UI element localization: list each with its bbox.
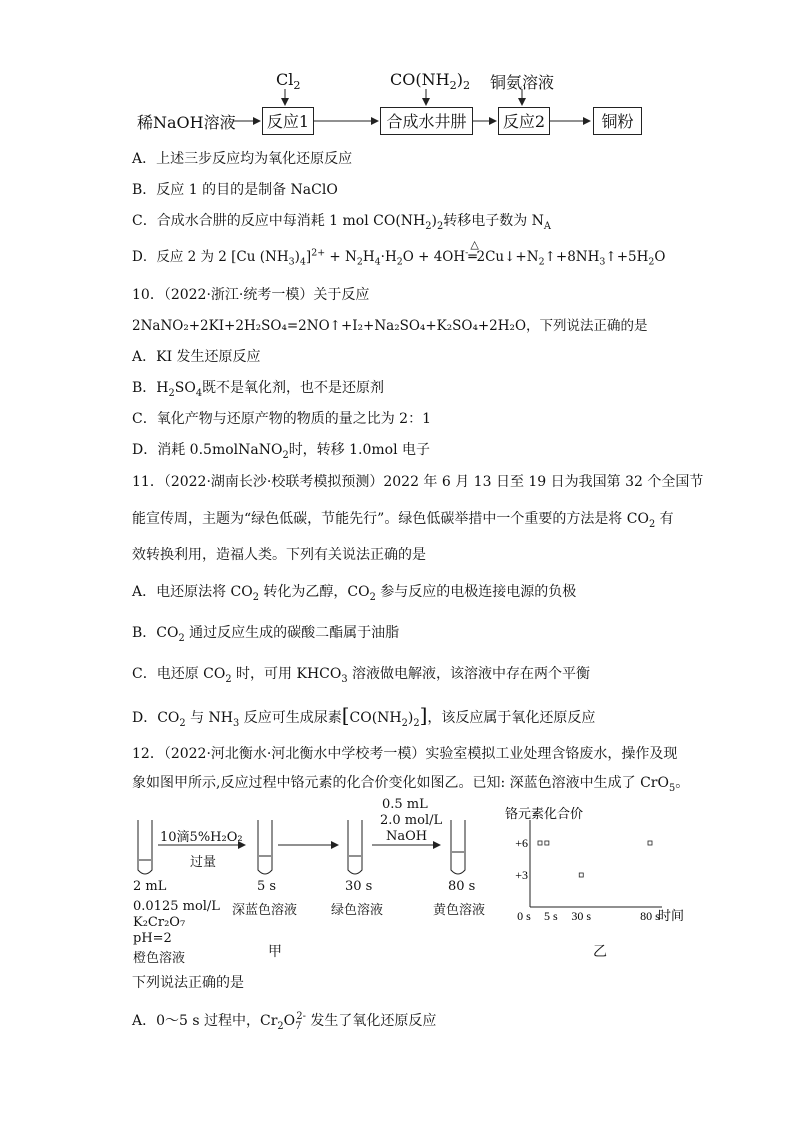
flow-start-label: 稀NaOH溶液: [137, 113, 236, 132]
q11-option-d: D．$CO_2$ 与 $NH_3$ 反应可生成尿素$[CO(NH_2)_2]$，该反应属于氧化还原反应: [132, 703, 596, 729]
q12-stem-line2: 象如图甲所示,反应过程中铬元素的化合价变化如图乙。已知: 深蓝色溶液中生成了 CrO$_5$。: [132, 775, 690, 794]
y-axis-label: 铬元素化合价: [505, 806, 584, 821]
flow-input-cl2: $Cl_2$: [276, 70, 301, 93]
tube3-color: 绿色溶液: [331, 903, 384, 918]
q11-option-c: C．电还原 $CO_2$ 时，可用 $KHCO_3$ 溶液做电解液，该溶液中存在两个平衡: [132, 666, 591, 685]
q11-stem-line1: 11．（2022·湖南长沙·校联考模拟预测）2022 年 6 月 13 日至 19 日为我国第 32 个全国节: [132, 474, 704, 490]
data-point: [545, 841, 549, 845]
tube-1: [138, 820, 152, 874]
flow-input-cuammonia: 铜氨溶液: [490, 73, 555, 92]
y-tick-label: +3: [515, 868, 528, 882]
q10-option-b: B．$H_2SO_4$既不是氧化剂，也不是还原剂: [132, 380, 385, 399]
q12-question: 下列说法正确的是: [132, 975, 244, 991]
data-point: [579, 873, 583, 877]
q10-equation: 2NaNO₂+2KI+2H₂SO₄=2NO↑+I₂+Na₂SO₄+K₂SO₄+2H₂O，下列说法正确的是: [132, 318, 648, 334]
x-tick-label: 30 s: [571, 909, 592, 923]
tube-4: [451, 820, 465, 874]
x-axis-label: 时间: [658, 908, 685, 923]
tube1-color: 橙色溶液: [133, 951, 186, 966]
q9-option-b: B．反应 1 的目的是制备 NaClO: [132, 182, 338, 198]
tube1-volume: 2 mL: [133, 879, 167, 894]
q9-option-c: C．合成水合肼的反应中每消耗 1 mol $CO(NH_2)_2$转移电子数为 $N_A$: [132, 213, 551, 232]
q10-option-c: C．氧化产物与还原产物的物质的量之比为 2：1: [132, 411, 431, 427]
flow-input-urea: $CO(NH_2)_2$: [390, 70, 471, 93]
reagent-naoh-conc: 2.0 mol/L: [380, 813, 443, 828]
flow-box-reaction2: 反应2: [498, 107, 550, 135]
q10-option-d: D．消耗 0.5molNaNO$_2$时，转移 1.0mol 电子: [132, 442, 431, 461]
q9-option-a: A．上述三步反应均为氧化还原反应: [132, 151, 353, 167]
tube-2: [258, 820, 272, 874]
reagent-naoh-vol: 0.5 mL: [382, 797, 428, 812]
q11-stem-line3: 效转换利用，造福人类。下列有关说法正确的是: [132, 547, 426, 563]
q10-option-a: A．KI 发生还原反应: [132, 349, 261, 365]
reagent-h2o2: 10滴5%H₂O₂: [160, 830, 243, 845]
data-point: [648, 841, 652, 845]
tube3-time: 30 s: [345, 879, 373, 894]
tube4-color: 黄色溶液: [433, 903, 486, 918]
q11-option-b: B．$CO_2$ 通过反应生成的碳酸二酯属于油脂: [132, 625, 400, 644]
tube2-time: 5 s: [257, 879, 277, 894]
q11-stem-line2: 能宣传周，主题为“绿色低碳，节能先行”。绿色低碳举措中一个重要的方法是将 $CO_2$ 有: [132, 511, 674, 530]
tube-3: [348, 820, 362, 874]
q10-stem: 10．（2022·浙江·统考一模）关于反应: [132, 287, 370, 303]
y-tick-label: +6: [515, 836, 528, 850]
q12-stem-line1: 12．（2022·河北衡水·河北衡水中学校考一模）实验室模拟工业处理含铬废水，操作及现: [132, 746, 678, 762]
flow-box-reaction1: 反应1: [262, 107, 314, 135]
tube1-compound: K₂Cr₂O₇: [133, 915, 186, 930]
reagent-excess: 过量: [190, 855, 217, 870]
tube4-time: 80 s: [448, 879, 476, 894]
q12-option-a: A．0～5 s 过程中，$Cr_2O_7^{2-}$ 发生了氧化还原反应: [132, 1011, 437, 1032]
q11-option-a: A．电还原法将 $CO_2$ 转化为乙醇，$CO_2$ 参与反应的电极连接电源的负极: [132, 584, 577, 603]
data-point: [538, 841, 542, 845]
x-tick-label: 0 s: [517, 909, 531, 923]
figure-jia-caption: 甲: [268, 944, 282, 960]
reagent-naoh-name: NaOH: [386, 829, 428, 844]
x-tick-label: 5 s: [544, 909, 558, 923]
tube1-conc: 0.0125 mol/L: [133, 899, 220, 914]
valence-chart: [490, 800, 700, 930]
flow-box-copper: 铜粉: [593, 107, 642, 135]
flow-box-hydrazine: 合成水井肼: [380, 107, 473, 135]
q9-option-d: D．反应 2 为 2 [Cu $(NH_3)_4]^{2+} + N_2H_4\cdot H_2O + 4OH^-$ △ $═2Cu↓+N_2↑+8NH_3↑+5H_2O$: [132, 238, 666, 268]
x-tick-label: 80 s: [640, 909, 660, 923]
tube1-ph: pH=2: [133, 931, 172, 946]
tube2-color: 深蓝色溶液: [232, 903, 298, 918]
figure-yi-caption: 乙: [593, 944, 607, 960]
